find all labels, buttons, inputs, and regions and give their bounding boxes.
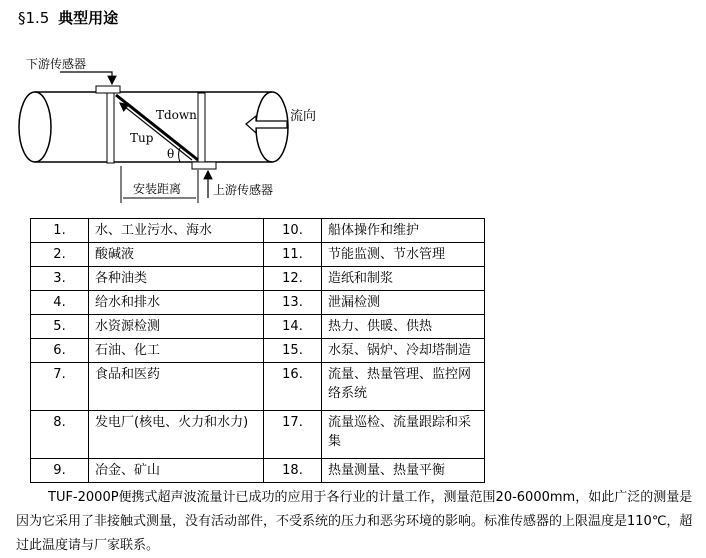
flow-direction-label: 流向 [290,109,317,124]
table-row [31,291,485,315]
item-text: 节能监测、节水管理 [322,243,485,267]
item-text: 水资源检测 [89,315,264,339]
table-row [31,243,485,267]
item-text: 船体操作和维护 [322,219,485,243]
table-row [31,267,485,291]
tdown-path [116,95,198,160]
item-text: 水、工业污水、海水 [89,219,264,243]
item-number: 11. [264,243,322,267]
item-number: 10. [264,219,322,243]
item-text: 流量巡检、流量跟踪和采集 [322,411,485,459]
section-number: §1.5 [18,9,50,27]
item-text: 食品和医药 [89,363,264,411]
table-row [31,459,485,483]
theta-label: θ [167,147,175,161]
item-text: 酸碱液 [89,243,264,267]
table-row [31,339,485,363]
tdown-label: Tdown [156,108,197,122]
item-text: 水泵、锅炉、冷却塔制造 [322,339,485,363]
item-text: 给水和排水 [89,291,264,315]
install-distance-label: 安装距离 [133,182,182,196]
item-number: 15. [264,339,322,363]
item-text: 石油、化工 [89,339,264,363]
item-text: 热量测量、热量平衡 [322,459,485,483]
item-number: 12. [264,267,322,291]
item-number: 2. [31,243,89,267]
table-row [31,411,485,459]
item-number: 1. [31,219,89,243]
downstream-sensor-label: 下游传感器 [26,57,87,71]
item-text: 冶金、矿山 [89,459,264,483]
table-row [31,363,485,411]
item-number: 6. [31,339,89,363]
description-paragraph: TUF-2000P便携式超声波流量计已成功的应用于各行业的计量工作，测量范围20-6000mm，如此广泛的测量是因为它采用了非接触式测量，没有活动部件，不受系统的压力和恶劣环境的影响。标准传感器的上限温度是110℃，超过此温度请与厂家联系。 [16,490,693,553]
item-text: 发电厂(核电、火力和水力) [89,411,264,459]
downstream-leader [60,72,112,84]
section-title: 典型用途 [58,9,119,27]
item-text: 泄漏检测 [322,291,485,315]
item-number: 14. [264,315,322,339]
tup-label: Tup [130,131,154,145]
item-number: 4. [31,291,89,315]
flowmeter-installation-diagram [0,50,340,210]
table-row [31,219,485,243]
usage-table [30,218,485,483]
item-text: 热力、供暖、供热 [322,315,485,339]
item-number: 18. [264,459,322,483]
item-number: 3. [31,267,89,291]
flow-arrow [246,116,287,133]
item-number: 7. [31,363,89,411]
pipe [19,92,288,162]
item-text: 流量、热量管理、监控网络系统 [322,363,485,411]
upstream-sensor-label: 上游传感器 [213,183,274,197]
item-number: 16. [264,363,322,411]
section-heading [18,7,118,28]
item-number: 17. [264,411,322,459]
item-number: 5. [31,315,89,339]
item-text: 各种油类 [89,267,264,291]
item-number: 8. [31,411,89,459]
item-number: 9. [31,459,89,483]
downstream-transducer [96,86,120,163]
item-number: 13. [264,291,322,315]
item-text: 造纸和制浆 [322,267,485,291]
table-row [31,315,485,339]
